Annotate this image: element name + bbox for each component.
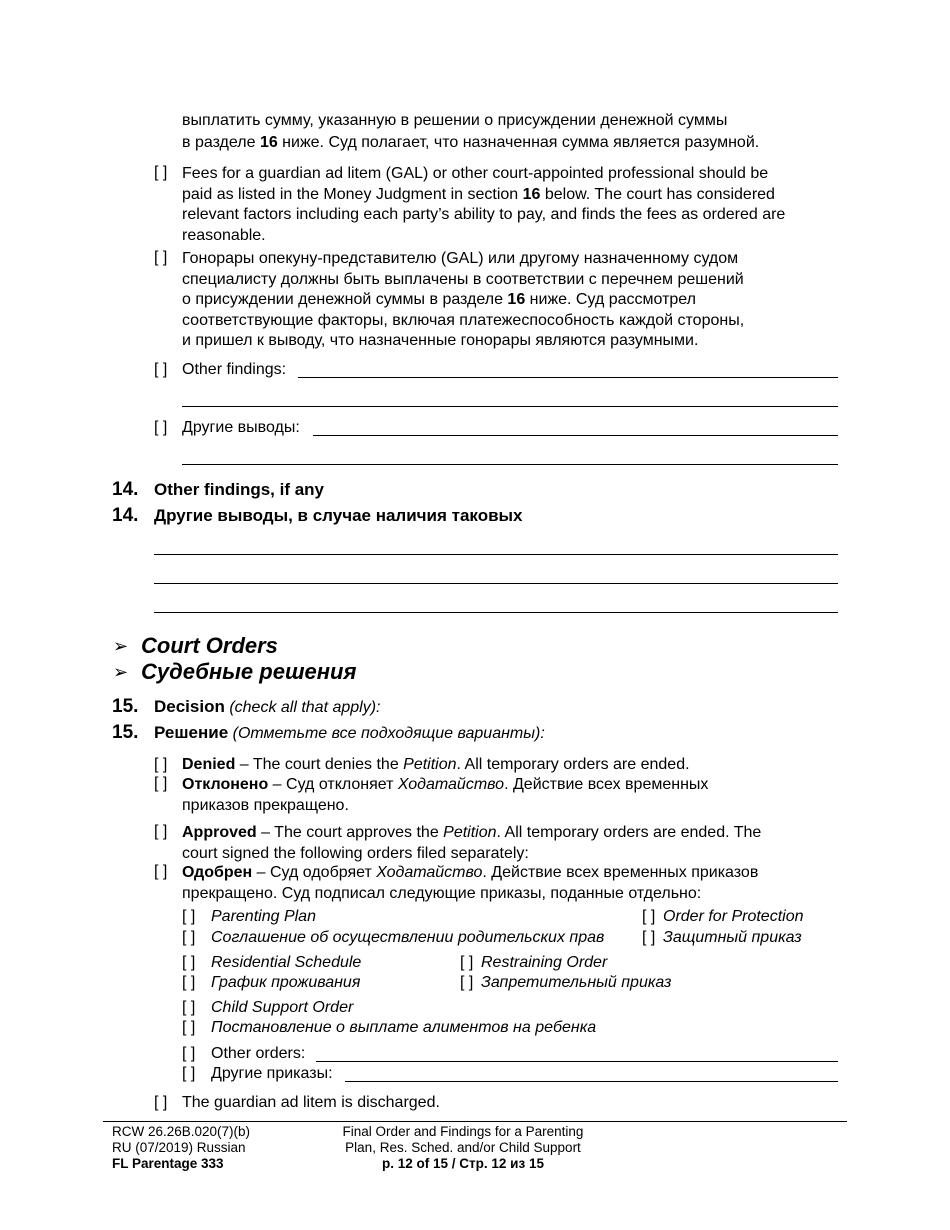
child-support-order-ru-checkbox[interactable]: [ ]	[182, 1019, 196, 1036]
section-14-input-line1[interactable]	[154, 554, 838, 555]
other-orders-ru-input[interactable]	[345, 1081, 838, 1082]
restraining-order-ru-label: Запретительный приказ	[481, 974, 672, 991]
child-support-order-en-label: Child Support Order	[211, 999, 354, 1016]
footer-divider	[103, 1121, 847, 1122]
order-protection-ru-checkbox[interactable]: [ ]	[642, 929, 656, 946]
other-findings-ru-checkbox[interactable]: [ ]	[154, 419, 168, 436]
gal-discharged-checkbox[interactable]: [ ]	[154, 1094, 168, 1111]
footer-left: RCW 26.26B.020(7)(b) RU (07/2019) Russian FL Parentage 333	[112, 1124, 251, 1172]
section-14-number-ru: 14.	[112, 505, 139, 526]
residential-schedule-ru-label: График проживания	[211, 974, 361, 991]
other-orders-en-input[interactable]	[316, 1061, 838, 1062]
gal-fees-en-text: Fees for a guardian ad litem (GAL) or other court-appointed professional should be paid as listed in the Money Judgment in section 16 below. The court has considered relevant factors including each party’s ability to pay, and finds the fees as ordered are reasonable.	[182, 165, 786, 244]
court-orders-heading-ru: Судебные решения	[141, 659, 357, 684]
order-protection-ru-label: Защитный приказ	[663, 929, 802, 946]
denied-en-text: Denied – The court denies the Petition. All temporary orders are ended.	[182, 756, 690, 773]
section-15-number-en: 15.	[112, 696, 139, 717]
approved-ru-text: Одобрен – Суд одобряет Ходатайство. Действие всех временных приказов прекращено. Суд подписал следующие приказы, поданные отдельно:	[182, 864, 759, 902]
court-orders-bullet-icon: ➢	[113, 636, 129, 656]
denied-ru-text: Отклонено – Суд отклоняет Ходатайство. Действие всех временных приказов прекращено.	[182, 776, 709, 814]
other-findings-en-label: Other findings:	[182, 361, 287, 378]
other-orders-en-label: Other orders:	[211, 1045, 306, 1062]
continued-text-line1: выплатить сумму, указанную в решении о присуждении денежной суммы	[182, 112, 728, 129]
continued-text-line2: в разделе 16 ниже. Суд полагает, что назначенная сумма является разумной.	[182, 134, 760, 151]
section-14-input-line3[interactable]	[154, 612, 838, 613]
court-orders-heading-en: Court Orders	[141, 633, 278, 658]
order-protection-en-label: Order for Protection	[663, 908, 804, 925]
parenting-plan-en-label: Parenting Plan	[211, 908, 316, 925]
gal-fees-en-checkbox[interactable]: [ ]	[154, 164, 168, 181]
other-orders-ru-checkbox[interactable]: [ ]	[182, 1065, 196, 1082]
restraining-order-ru-checkbox[interactable]: [ ]	[460, 974, 474, 991]
other-findings-ru-input-line2[interactable]	[182, 464, 838, 465]
other-orders-ru-label: Другие приказы:	[211, 1065, 333, 1082]
other-orders-en-checkbox[interactable]: [ ]	[182, 1045, 196, 1062]
restraining-order-en-label: Restraining Order	[481, 954, 608, 971]
section-14-number-en: 14.	[112, 479, 139, 500]
residential-schedule-ru-checkbox[interactable]: [ ]	[182, 974, 196, 991]
other-findings-en-input[interactable]	[298, 377, 838, 378]
restraining-order-en-checkbox[interactable]: [ ]	[460, 954, 474, 971]
residential-schedule-en-label: Residential Schedule	[211, 954, 362, 971]
other-findings-en-input-line2[interactable]	[182, 406, 838, 407]
section-14-title-ru: Другие выводы, в случае наличия таковых	[154, 506, 523, 525]
parenting-plan-ru-checkbox[interactable]: [ ]	[182, 929, 196, 946]
section-15-number-ru: 15.	[112, 722, 139, 743]
other-findings-en-checkbox[interactable]: [ ]	[154, 361, 168, 378]
gal-fees-ru-text: Гонорары опекуну-представителю (GAL) или другому назначенному судом специалисту должны быть выплачены в соответствии с перечнем решений о присуждении денежной суммы в разделе 16 ниже. Суд рассмотрел соответствующие факторы, включая платежеспособность каждой стороны, и пришел к выводу, что назначенные гонорары являются разумными.	[182, 250, 745, 349]
approved-en-text: Approved – The court approves the Petition. All temporary orders are ended. The court signed the following orders filed separately:	[182, 824, 762, 862]
residential-schedule-en-checkbox[interactable]: [ ]	[182, 954, 196, 971]
section-14-title-en: Other findings, if any	[154, 480, 325, 499]
parenting-plan-en-checkbox[interactable]: [ ]	[182, 908, 196, 925]
order-protection-en-checkbox[interactable]: [ ]	[642, 908, 656, 925]
approved-ru-checkbox[interactable]: [ ]	[154, 863, 168, 880]
other-findings-ru-input[interactable]	[313, 435, 838, 436]
section-15-title-ru: Решение (Отметьте все подходящие варианты):	[154, 723, 545, 742]
denied-ru-checkbox[interactable]: [ ]	[154, 775, 168, 792]
gal-fees-ru-checkbox[interactable]: [ ]	[154, 249, 168, 266]
section-15-title-en: Decision (check all that apply):	[154, 697, 381, 716]
section-14-input-line2[interactable]	[154, 583, 838, 584]
gal-discharged-label: The guardian ad litem is discharged.	[182, 1094, 440, 1111]
court-orders-ru-bullet-icon: ➢	[113, 662, 129, 682]
child-support-order-en-checkbox[interactable]: [ ]	[182, 999, 196, 1016]
child-support-order-ru-label: Постановление о выплате алиментов на ребенка	[211, 1019, 597, 1036]
other-findings-ru-label: Другие выводы:	[182, 419, 300, 436]
denied-en-checkbox[interactable]: [ ]	[154, 756, 168, 773]
approved-en-checkbox[interactable]: [ ]	[154, 823, 168, 840]
parenting-plan-ru-label: Соглашение об осуществлении родительских прав	[211, 929, 605, 946]
footer-center: Final Order and Findings for a Parenting Plan, Res. Sched. and/or Child Support p. 12 of 15 / Стр. 12 из 15	[342, 1124, 584, 1172]
